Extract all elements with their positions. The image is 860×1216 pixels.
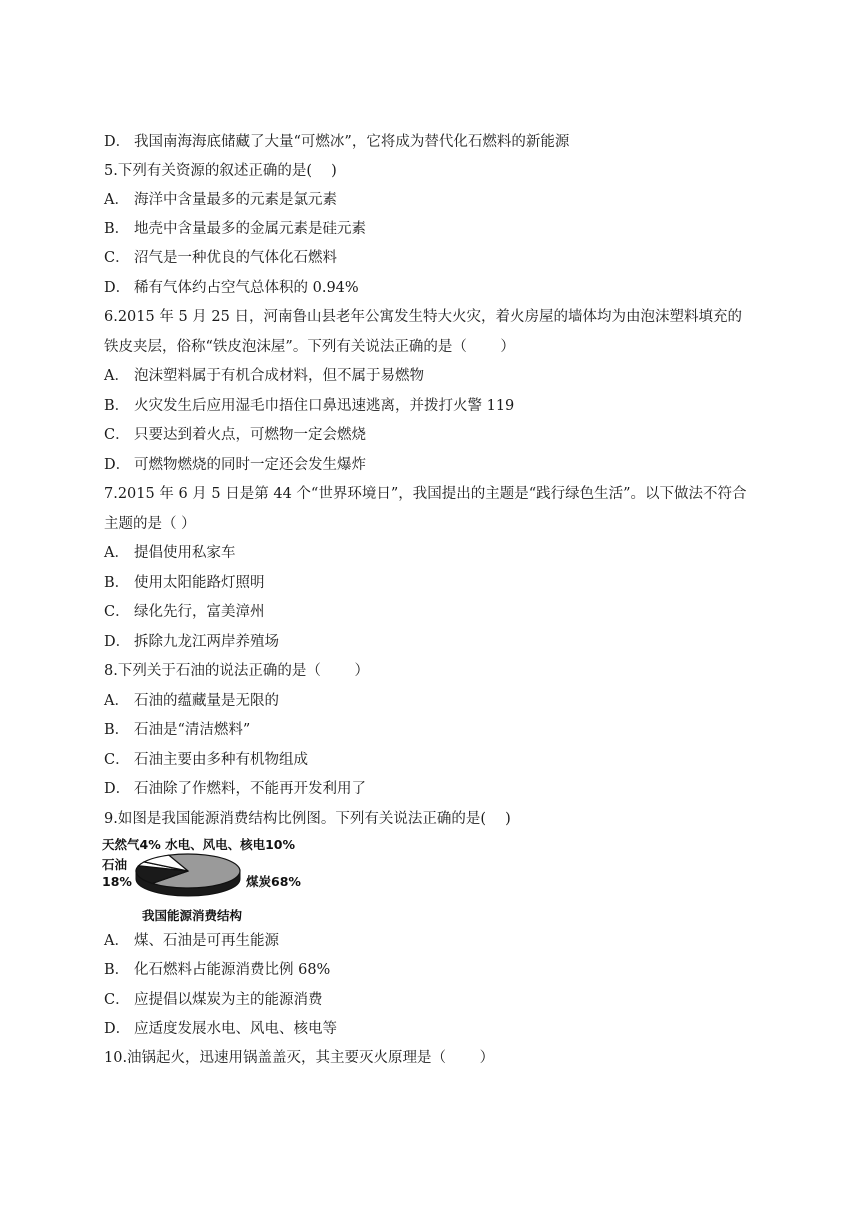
question-line <box>104 161 337 181</box>
question-line <box>104 307 742 327</box>
option-line <box>104 132 569 152</box>
option-text: 我国南海海底储藏了大量“可燃冰”，它将成为替代化石燃料的新能源 <box>134 134 570 150</box>
pie-slices <box>136 854 240 896</box>
option-line <box>104 190 337 210</box>
option-line <box>104 455 366 475</box>
option-key: C． <box>104 752 130 768</box>
option-text: 应适度发展水电、风电、核电等 <box>134 1021 337 1037</box>
option-key: B． <box>104 398 130 414</box>
option-line <box>104 366 424 386</box>
option-key: B． <box>104 221 130 237</box>
question-line <box>104 1048 494 1068</box>
question-line <box>104 809 511 829</box>
option-line <box>104 396 514 416</box>
option-line <box>104 750 308 770</box>
option-text: 石油是“清洁燃料” <box>134 722 251 738</box>
option-line <box>104 779 366 799</box>
chart-oil-name-label: 石油 <box>102 857 128 872</box>
option-text: 沼气是一种优良的气体化石燃料 <box>134 250 337 266</box>
option-text: 使用太阳能路灯照明 <box>134 575 265 591</box>
option-line <box>104 990 323 1010</box>
option-key: D． <box>104 781 131 797</box>
option-text: 化石燃料占能源消费比例 68% <box>134 962 331 978</box>
option-text: 稀有气体约占空气总体积的 0.94% <box>134 280 359 296</box>
question-text: 10.油锅起火，迅速用锅盖盖灭，其主要灭火原理是（ ） <box>104 1050 495 1066</box>
option-key: B． <box>104 962 130 978</box>
option-key: C． <box>104 250 130 266</box>
option-line <box>104 632 279 652</box>
chart-top-label: 天然气4% 水电、风电、核电10% <box>102 837 295 852</box>
option-key: C． <box>104 604 130 620</box>
question-line <box>104 337 515 357</box>
question-text: 7.2015 年 6 月 5 日是第 44 个“世界环境日”，我国提出的主题是“践行绿色生活”。以下做法不符合 <box>104 486 747 502</box>
option-line <box>104 573 265 593</box>
option-text: 煤、石油是可再生能源 <box>134 933 279 949</box>
option-text: 拆除九龙江两岸养殖场 <box>134 634 279 650</box>
question-line <box>104 514 196 534</box>
option-key: D． <box>104 280 131 296</box>
question-text: 主题的是（ ） <box>104 516 196 532</box>
chart-oil-value-label: 18% <box>102 874 132 889</box>
option-line <box>104 219 366 239</box>
option-text: 地壳中含量最多的金属元素是硅元素 <box>134 221 366 237</box>
question-text: 9.如图是我国能源消费结构比例图。下列有关说法正确的是( ) <box>104 811 511 827</box>
option-text: 绿化先行，富美漳州 <box>134 604 265 620</box>
option-key: A． <box>104 693 129 709</box>
option-key: B． <box>104 575 130 591</box>
option-key: A． <box>104 545 129 561</box>
question-line <box>104 661 369 681</box>
option-line <box>104 1019 337 1039</box>
question-text: 5.下列有关资源的叙述正确的是( ) <box>104 163 337 179</box>
option-key: A． <box>104 368 129 384</box>
option-line <box>104 543 236 563</box>
option-key: D． <box>104 634 131 650</box>
chart-coal-label: 煤炭68% <box>246 874 301 889</box>
option-line <box>104 278 359 298</box>
option-line <box>104 931 279 951</box>
question-text: 6.2015 年 5 月 25 日，河南鲁山县老年公寓发生特大火灾，着火房屋的墙体均为由泡沫塑料填充的 <box>104 309 742 325</box>
option-key: D． <box>104 134 131 150</box>
option-key: D． <box>104 457 131 473</box>
option-text: 海洋中含量最多的元素是氯元素 <box>134 192 337 208</box>
option-key: C． <box>104 427 130 443</box>
option-line <box>104 720 250 740</box>
option-key: D． <box>104 1021 131 1037</box>
question-line <box>104 484 747 504</box>
question-text: 铁皮夹层，俗称“铁皮泡沫屋”。下列有关说法正确的是（ ） <box>104 339 515 355</box>
option-text: 应提倡以煤炭为主的能源消费 <box>134 992 323 1008</box>
option-line <box>104 425 366 445</box>
option-text: 石油主要由多种有机物组成 <box>134 752 308 768</box>
option-text: 提倡使用私家车 <box>134 545 236 561</box>
chart-title: 我国能源消费结构 <box>142 908 243 923</box>
option-line <box>104 248 337 268</box>
option-key: C． <box>104 992 130 1008</box>
option-line <box>104 691 279 711</box>
option-text: 石油的蕴藏量是无限的 <box>134 693 279 709</box>
option-text: 泡沫塑料属于有机合成材料，但不属于易燃物 <box>134 368 424 384</box>
pie-chart-svg <box>100 834 330 926</box>
energy-pie-chart <box>100 834 330 926</box>
question-text: 8.下列关于石油的说法正确的是（ ） <box>104 663 369 679</box>
option-key: A． <box>104 933 129 949</box>
option-text: 石油除了作燃料，不能再开发利用了 <box>134 781 366 797</box>
option-key: A． <box>104 192 129 208</box>
option-text: 火灾发生后应用湿毛巾捂住口鼻迅速逃离，并拨打火警 119 <box>134 398 515 414</box>
option-key: B． <box>104 722 130 738</box>
option-text: 可燃物燃烧的同时一定还会发生爆炸 <box>134 457 366 473</box>
option-text: 只要达到着火点，可燃物一定会燃烧 <box>134 427 366 443</box>
option-line <box>104 602 265 622</box>
option-line <box>104 960 330 980</box>
